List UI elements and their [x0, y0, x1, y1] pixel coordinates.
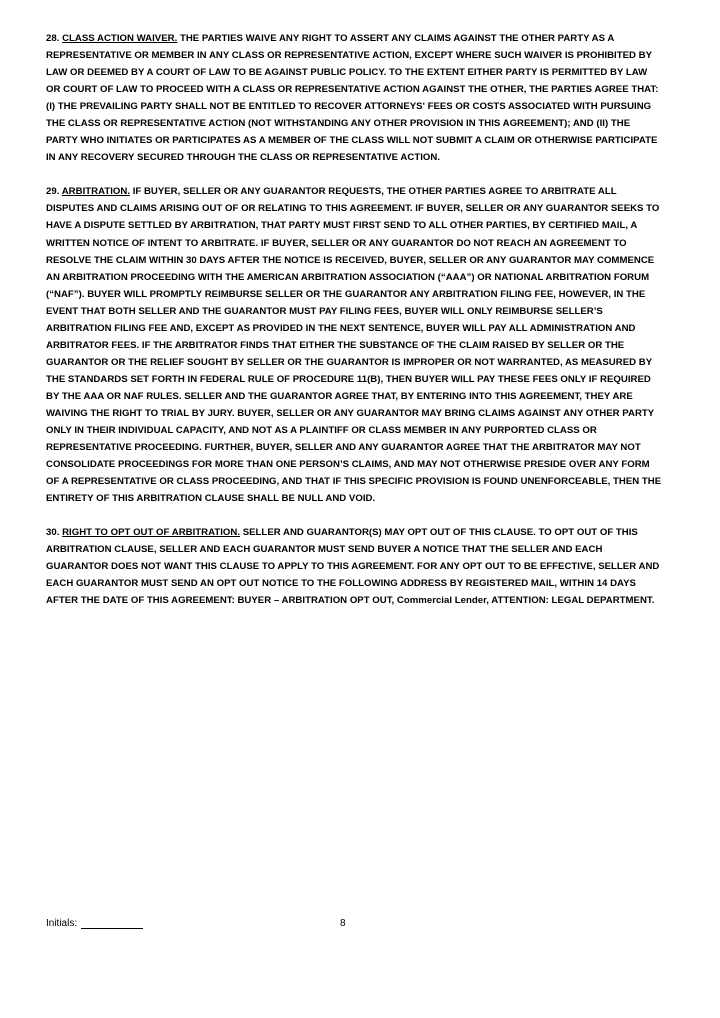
clause-29 — [46, 183, 664, 507]
document-body — [46, 30, 664, 627]
initials-line — [81, 918, 143, 929]
clause-heading: ARBITRATION. — [61, 186, 131, 198]
clause-30 — [46, 524, 664, 609]
initials-field — [46, 918, 143, 929]
clause-number: 29. — [46, 186, 62, 198]
clause-body: SELLER AND GUARANTOR(S) MAY OPT OUT OF THIS CLAUSE. TO OPT OUT OF THIS ARBITRATION CLAUSE, SELLER AND EACH GUARANTOR MUST SEND BUYER A NOTICE THAT THE SELLER AND EACH GUARANTOR DOES NOT WANT THIS CLAUSE TO APPLY TO THIS AGREEMENT. FOR ANY OPT OUT TO BE EFFECTIVE, SELLER AND EACH GUARANTOR MUST SEND AN OPT OUT NOTICE TO THE FOLLOWING ADDRESS BY REGISTERED MAIL, WITHIN 14 DAYS AFTER THE DATE OF THIS AGREEMENT: BUYER – ARBITRATION OPT OUT, — [46, 527, 660, 607]
clause-number: 28. — [46, 33, 63, 44]
clause-number: 30. — [46, 527, 63, 539]
clause-heading: RIGHT TO OPT OUT OF ARBITRATION. — [62, 527, 241, 539]
clause-tail: Commercial Lender, ATTENTION: LEGAL DEPARTMENT. — [396, 595, 655, 607]
clause-heading: CLASS ACTION WAIVER. — [62, 33, 178, 44]
initials-label: Initials: — [46, 918, 78, 929]
clause-body: THE PARTIES WAIVE ANY RIGHT TO ASSERT ANY CLAIMS AGAINST THE OTHER PARTY AS A REPRESENTATIVE OR MEMBER IN ANY CLASS OR REPRESENTATIVE ACTION, EXCEPT WHERE SUCH WAIVER IS PROHIBITED BY LAW OR DEEMED BY A COURT OF LAW TO BE AGAINST PUBLIC POLICY. TO THE EXTENT EITHER PARTY IS PERMITTED BY LAW OR COURT OF LAW TO PROCEED WITH A CLASS OR REPRESENTATIVE ACTION AGAINST THE OTHER, THE PARTIES AGREE THAT: (I) THE PREVAILING PARTY SHALL NOT BE ENTITLED TO RECOVER ATTORNEYS' FEES OR COSTS ASSOCIATED WITH PURSUING THE CLASS OR REPRESENTATIVE ACTION (NOT WITHSTANDING ANY OTHER PROVISION IN THIS AGREEMENT); AND (II) THE PARTY WHO INITIATES OR PARTICIPATES AS A MEMBER OF THE CLASS WILL NOT SUBMIT A CLAIM OR OTHERWISE PARTICIPATE IN ANY RECOVERY SECURED THROUGH THE CLASS OR REPRESENTATIVE ACTION. — [46, 33, 659, 164]
page-footer — [46, 918, 666, 934]
page-number: 8 — [340, 918, 346, 929]
clause-body: IF BUYER, SELLER OR ANY GUARANTOR REQUESTS, THE OTHER PARTIES AGREE TO ARBITRATE ALL DISPUTES AND CLAIMS ARISING OUT OF OR RELATING TO THIS AGREEMENT. IF BUYER, SELLER OR ANY GUARANTOR SEEKS TO HAVE A DISPUTE SETTLED BY ARBITRATION, THAT PARTY MUST FIRST SEND TO ALL OTHER PARTIES, BY CERTIFIED MAIL, A WRITTEN NOTICE OF INTENT TO ARBITRATE. IF BUYER, SELLER OR ANY GUARANTOR DO NOT REACH AN AGREEMENT TO RESOLVE THE CLAIM WITHIN 30 DAYS AFTER THE NOTICE IS RECEIVED, BUYER, SELLER OR ANY GUARANTOR MAY COMMENCE AN ARBITRATION PROCEEDING WITH THE AMERICAN ARBITRATION ASSOCIATION (“AAA”) OR NATIONAL ARBITRATION FORUM (“NAF”). BUYER WILL PROMPTLY REIMBURSE SELLER OR THE GUARANTOR ANY ARBITRATION FILING FEE, HOWEVER, IN THE EVENT THAT BOTH SELLER AND THE GUARANTOR MUST PAY FILING FEES, BUYER WILL ONLY REIMBURSE SELLER’S ARBITRATION FILING FEE AND, EXCEPT AS PROVIDED IN THE NEXT SENTENCE, BUYER WILL PAY ALL ADMINISTRATION AND ARBITRATOR FEES. IF THE ARBITRATOR FINDS THAT EITHER THE SUBSTANCE OF THE CLAIM RAISED BY SELLER OR THE GUARANTOR OR THE RELIEF SOUGHT BY SELLER OR THE GUARANTOR IS IMPROPER OR NOT WARRANTED, AS MEASURED BY THE STANDARDS SET FORTH IN FEDERAL RULE OF PROCEDURE 11(B), THEN BUYER WILL PAY THESE FEES ONLY IF REQUIRED BY THE AAA OR NAF RULES. SELLER AND THE GUARANTOR AGREE THAT, BY ENTERING INTO THIS AGREEMENT, THEY ARE WAIVING THE RIGHT TO TRIAL BY JURY. BUYER, SELLER OR ANY GUARANTOR MAY BRING CLAIMS AGAINST ANY OTHER PARTY ONLY IN THEIR INDIVIDUAL CAPACITY, AND NOT AS A PLAINTIFF OR CLASS MEMBER IN ANY PURPORTED CLASS OR REPRESENTATIVE PROCEEDING. FURTHER, BUYER, SELLER AND ANY GUARANTOR AGREE THAT THE ARBITRATOR MAY NOT CONSOLIDATE PROCEEDINGS FOR MORE THAN ONE PERSON’S CLAIMS, AND MAY NOT OTHERWISE PRESIDE OVER ANY FORM OF A REPRESENTATIVE OR CLASS PROCEEDING, AND THAT IF THIS SPECIFIC PROVISION IS FOUND UNENFORCEABLE, THEN THE ENTIRETY OF THIS ARBITRATION CLAUSE SHALL BE NULL AND VOID. — [46, 186, 662, 505]
clause-28 — [46, 30, 664, 166]
